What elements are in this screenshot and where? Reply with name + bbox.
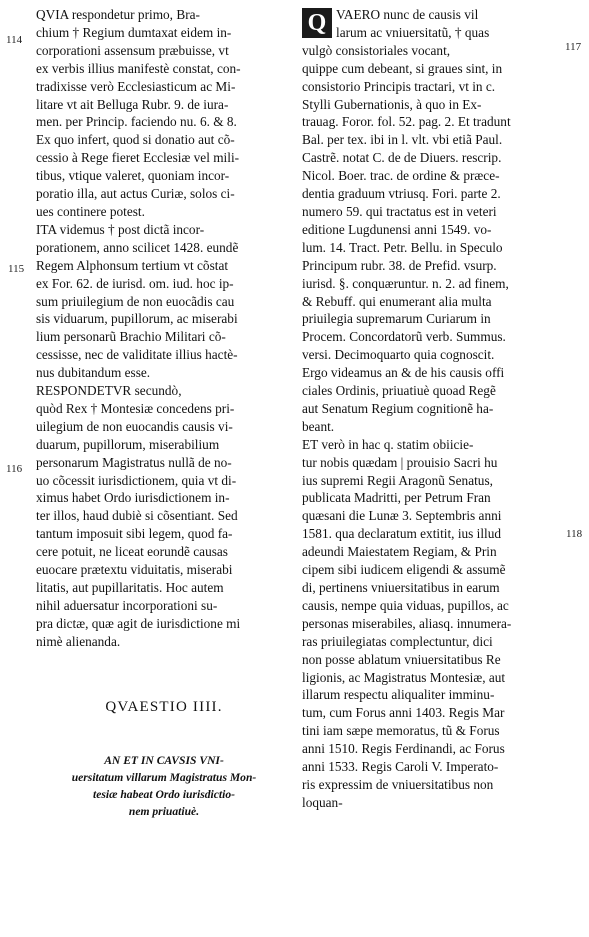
text-line: ex verbis illius manifestè constat, con- — [36, 60, 241, 76]
text-line: nihil aduersatur incorporationi su- — [36, 597, 218, 613]
text-line: ciales Ordinis, priuatiuè quoad Regẽ — [302, 383, 496, 399]
text-line: chium † Regium dumtaxat eidem in- — [36, 24, 232, 40]
text-line: larum ac vniuersitatũ, † quas — [336, 24, 490, 40]
text-line: ter illos, haud dubiè si cõsentiant. Sed — [36, 508, 238, 524]
text-line: editione Lugdunensi anni 1549. vo- — [302, 221, 492, 237]
text-line: anni 1510. Regis Ferdinandi, ac Forus — [302, 741, 505, 757]
text-line: ius supremi Regii Aragonũ Senatus, — [302, 472, 493, 488]
left-column — [36, 6, 292, 820]
text-line: di, pertinens vniuersitatibus in earum — [302, 580, 500, 595]
text-line: men. per Princip. faciendo nu. 6. & 8. — [36, 114, 237, 130]
text-line: tibus, vtique valeret, quoniam incor- — [36, 168, 230, 184]
text-line: beant. — [302, 418, 335, 434]
text-line: tini iam sæpe memoratus, tũ & Forus — [302, 723, 500, 739]
question-line: uersitatum villarum Magistratus Mon- — [71, 770, 257, 784]
text-line: trauag. Foror. fol. 52. pag. 2. Et tradunt — [302, 114, 511, 130]
text-line: numero 59. qui tractatus est in veteri — [302, 203, 497, 219]
text-line: ET verò in hac q. statim obiicie- — [302, 436, 474, 452]
text-line: tradixisse verò Ecclesiasticum ac Mi- — [36, 78, 236, 94]
text-line: Procem. Concordatorũ verb. Summus. — [302, 329, 506, 345]
margin-number-114: 114 — [6, 34, 23, 46]
text-line: ligionis, ac Magistratus Montesiæ, aut — [302, 669, 506, 685]
text-line: poratio illa, aut actus Curiæ, solos ci- — [36, 186, 235, 202]
text-line: publicata Madritti, per Petrum Fran — [302, 490, 491, 506]
text-line: loquan- — [302, 794, 343, 810]
text-line: lum. 14. Tract. Petr. Bellu. in Speculo — [302, 239, 503, 255]
text-line: VAERO nunc de causis vil — [336, 7, 479, 22]
text-line: sis viduarum, pupillorum, ac miserabi — [36, 311, 238, 327]
text-line: ximus habet Ordo iurisdictionem in- — [36, 490, 230, 506]
text-line: uilegium de non euocandis causis vi- — [36, 418, 233, 434]
text-line: Castrẽ. notat C. de de Diuers. rescrip. — [302, 150, 502, 166]
text-line: ues continere potest. — [36, 203, 145, 219]
right-paragraph-1 — [302, 6, 564, 436]
question-line: AN ET IN CAVSIS VNI- — [104, 753, 224, 767]
left-paragraph-2 — [36, 221, 292, 382]
text-line: illarum respectu aliqualiter imminu- — [302, 687, 495, 703]
text-line: cere potuit, ne liceat eorundẽ causas — [36, 544, 228, 560]
text-line: ex For. 62. de iurisd. om. iud. hoc ip- — [36, 275, 234, 291]
text-line: Regem Alphonsum tertium vt cõstat — [36, 257, 229, 273]
text-line: Ergo videamus an & de his causis offi — [302, 365, 505, 381]
text-line: ras priuilegiatas complectuntur, dici — [302, 633, 493, 649]
text-line: litare vt ait Belluga Rubr. 9. de iura- — [36, 96, 229, 112]
text-line: Principum rubr. 38. de Prefid. vsurp. — [302, 257, 497, 273]
left-paragraph-1 — [36, 6, 292, 221]
text-line: consistorio Principis tractari, vt in c. — [302, 78, 496, 94]
text-line: Ex quo infert, quod si donatio aut cõ- — [36, 132, 235, 148]
right-paragraph-2 — [302, 436, 564, 812]
text-line: Nicol. Boer. trac. de ordine & præce- — [302, 168, 500, 184]
text-line: tum, cum Forus anni 1403. Regis Mar — [302, 705, 505, 721]
text-line: RESPONDETVR secundò, — [36, 383, 182, 399]
text-line: quæsani die Lunæ 3. Septembris anni — [302, 508, 502, 524]
text-line: pra dictæ, quæ agit de iurisdictione mi — [36, 615, 241, 631]
text-line: personas miserabiles, aliasq. innumera- — [302, 615, 512, 631]
margin-number-117: 117 — [565, 41, 582, 53]
text-line: personarum Magistratus nullã de no- — [36, 454, 232, 470]
text-line: quippe cum debeant, si graues sint, in — [302, 60, 503, 76]
decorated-initial: Q — [302, 8, 332, 38]
text-line: ris expressim de vniuersitatibus non — [302, 776, 494, 792]
text-line: dentia graduum vtriusq. Fori. parte 2. — [302, 186, 501, 202]
right-column — [302, 6, 564, 812]
text-line: vulgò consistoriales vocant, — [302, 42, 451, 58]
text-line: uo cõcessit iurisdictionem, quia vt di- — [36, 472, 237, 488]
text-line: porationem, anno scilicet 1428. eundẽ — [36, 239, 239, 255]
text-line: Stylli Gubernationis, à quo in Ex- — [302, 96, 482, 112]
question-line: nem priuatiuè. — [128, 804, 200, 818]
text-line: cipem sibi iudicem eligendi & assumẽ — [302, 562, 506, 578]
text-line: nus dubitandum esse. — [36, 365, 151, 381]
text-line: tur nobis quædam | prouisio Sacri hu — [302, 454, 498, 470]
text-line: anni 1533. Regis Caroli V. Imperato- — [302, 759, 499, 775]
text-line: euocare prætextu viduitatis, miserabi — [36, 562, 233, 578]
text-line: tantum imposuit sibi legem, quod fa- — [36, 526, 233, 542]
text-line: versi. Decimoquarto quia cognoscit. — [302, 347, 495, 363]
text-line: nimè alienanda. — [36, 633, 121, 649]
text-line: sum priuilegium de non euocãdis cau — [36, 293, 235, 309]
text-line: 1581. qua declaratum extitit, ius illud — [302, 526, 502, 542]
text-line: priuilegia supremarum Curiarum in — [302, 311, 491, 327]
text-line: lium personarũ Brachio Militari cõ- — [36, 329, 226, 345]
margin-number-118: 118 — [566, 528, 583, 540]
margin-number-115: 115 — [8, 263, 25, 275]
text-line: & Rebuff. qui enumerant alia multa — [302, 293, 492, 309]
text-line: quòd Rex † Montesiæ concedens pri- — [36, 400, 235, 416]
question-text — [36, 752, 292, 820]
text-line: adeundi Maiestatem Regiam, & Prin — [302, 544, 497, 560]
text-line: duarum, pupillorum, miserabilium — [36, 436, 220, 452]
text-line: ITA videmus † post dictã incor- — [36, 221, 205, 237]
question-heading: QVAESTIO IIII. — [105, 698, 223, 715]
text-line: iurisd. §. conquæruntur. n. 2. ad finem, — [302, 275, 509, 291]
text-line: QVIA respondetur primo, Bra- — [36, 7, 200, 22]
text-line: non posse ablatum vniuersitatibus Re — [302, 651, 501, 667]
question-line: tesiæ habeat Ordo iurisdictio- — [92, 787, 236, 801]
text-line: cessio à Rege fieret Ecclesiæ vel mili- — [36, 150, 240, 166]
text-line: causis, nempe quia viduas, pupillos, ac — [302, 597, 509, 613]
text-line: cessisse, nec de validitate illius hactè- — [36, 347, 238, 363]
text-line: corporationi assensum præbuisse, vt — [36, 42, 229, 58]
text-line: litatis, aut pupillaritatis. Hoc autem — [36, 580, 224, 595]
text-line: aut Senatum Regium cognitionẽ ha- — [302, 400, 494, 416]
text-line: Bal. per tex. ibi in l. vlt. vbi etiã Paul. — [302, 132, 503, 148]
left-paragraph-3 — [36, 382, 292, 651]
margin-number-116: 116 — [6, 463, 23, 475]
